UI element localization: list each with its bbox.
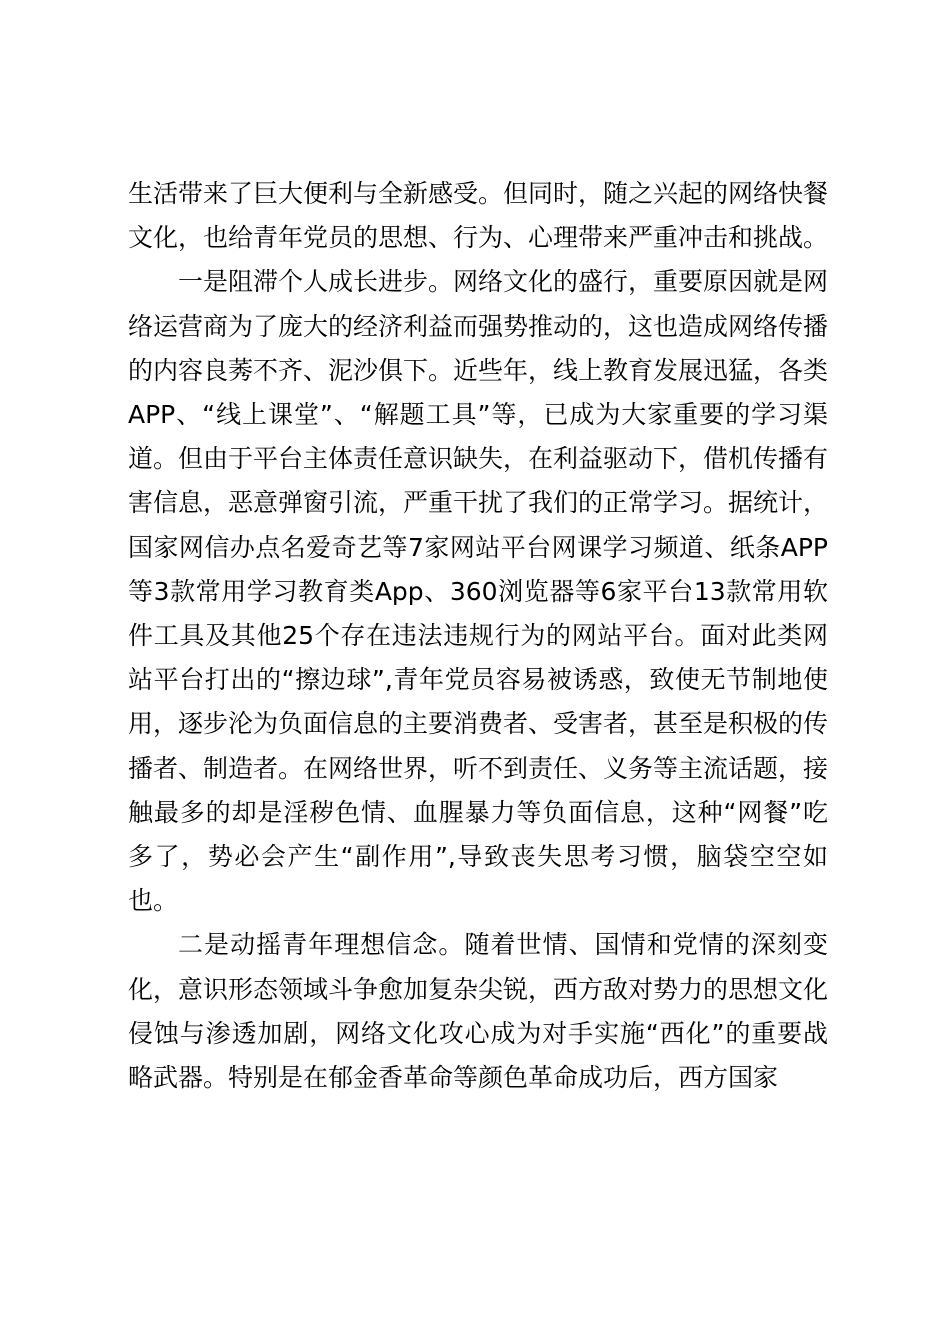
body-text — [128, 172, 828, 1100]
paragraph-continuation: 生活带来了巨大便利与全新感受。但同时，随之兴起的网络快餐文化，也给青年党员的思想、行为、心理带来严重冲击和挑战。 — [128, 179, 829, 253]
paragraph-hindering-growth: 一是阻滞个人成长进步。网络文化的盛行，重要原因就是网络运营商为了庞大的经济利益而强势推动的，这也造成网络传播的内容良莠不齐、泥沙俱下。近些年，线上教育发展迅猛，各类APP、“线上课堂”、“解题工具”等，已成为大家重要的学习渠道。但由于平台主体责任意识缺失，在利益驱动下，借机传播有害信息，恶意弹窗引流，严重干扰了我们的正常学习。据统计，国家网信办点名爱奇艺等7家网站平台网课学习频道、纸条APP等3款常用学习教育类App、360浏览器等6家平台13款常用软件工具及其他25个存在违法违规行为的网站平台。面对此类网站平台打出的“擦边球”,青年党员容易被诱惑，致使无节制地使用，逐步沦为负面信息的主要消费者、受害者，甚至是积极的传播者、制造者。在网络世界，听不到责任、义务等主流话题，接触最多的却是淫秽色情、血腥暴力等负面信息，这种“网餐”吃多了，势必会产生“副作用”,导致丧失思考习惯，脑袋空空如也。 — [128, 267, 829, 916]
paragraph-shaking-ideals: 二是动摇青年理想信念。随着世情、国情和党情的深刻变化，意识形态领域斗争愈加复杂尖锐，西方敌对势力的思想文化侵蚀与渗透加剧，网络文化攻心成为对手实施“西化”的重要战略武器。特别是在郁金香革命等颜色革命成功后，西方国家 — [128, 930, 829, 1093]
